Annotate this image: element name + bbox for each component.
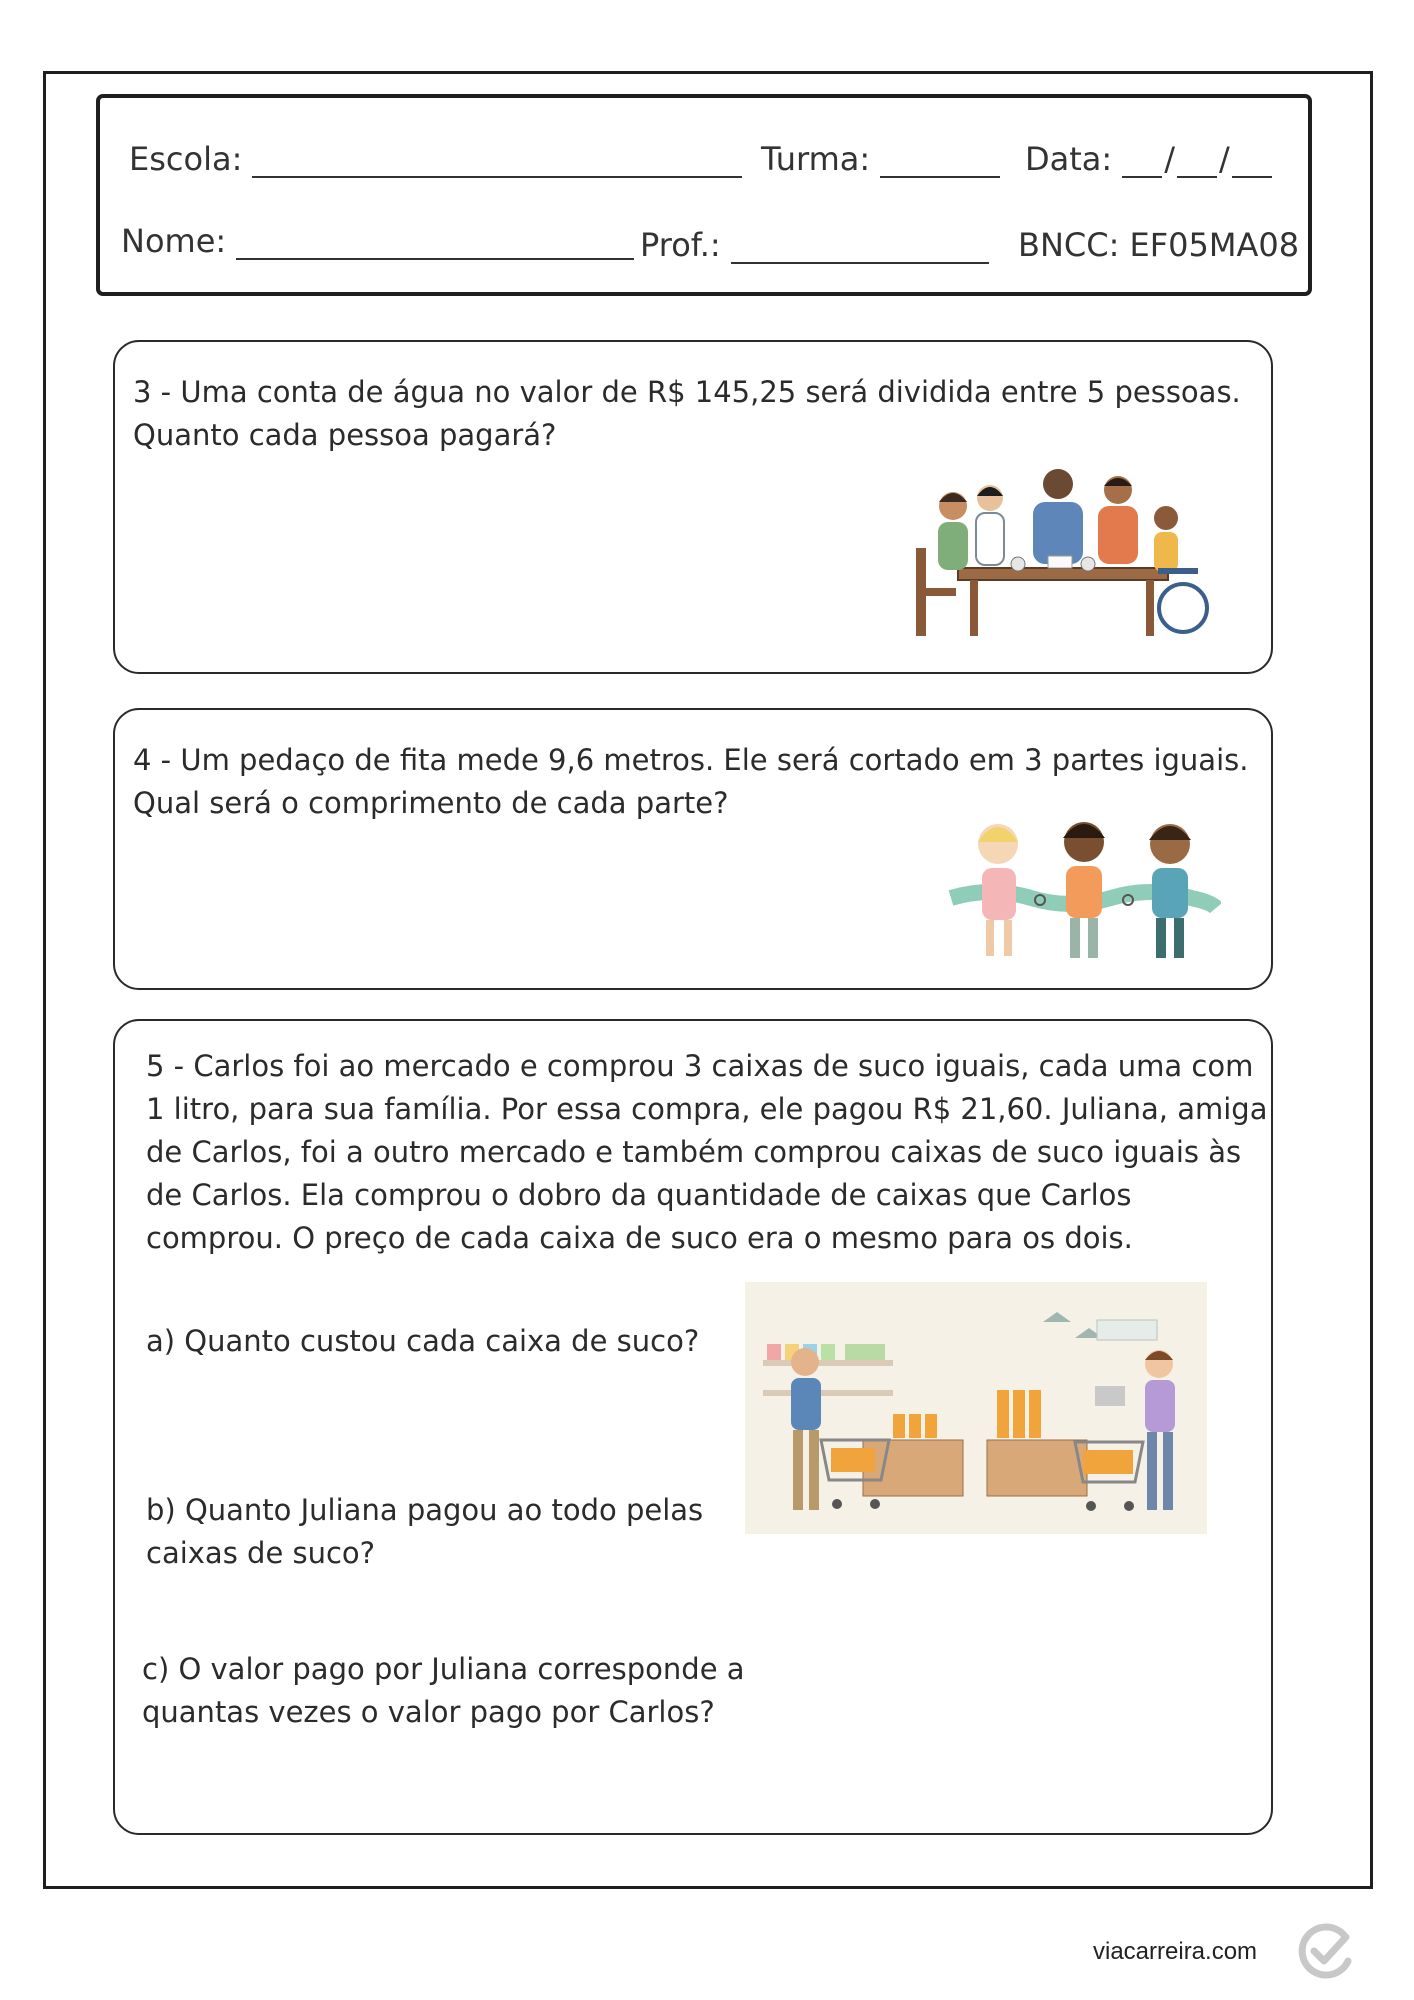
date-year-line[interactable] [1232,146,1272,178]
class-label: Turma: [761,140,871,178]
bncc-label: BNCC: EF05MA08 [1018,226,1300,264]
question-5c-line-1: c) O valor pago por Juliana corresponde a [142,1652,745,1686]
question-5c-line-2: quantas vezes o valor pago por Carlos? [142,1695,715,1729]
question-3-line-1: 3 - Uma conta de água no valor de R$ 145,25 será dividida entre 5 pessoas. [133,375,1241,409]
teacher-line[interactable] [731,232,989,264]
question-4-line-2: Qual será o comprimento de cada parte? [133,786,729,820]
school-line[interactable] [252,146,742,178]
footer-site[interactable]: viacarreira.com [1093,1938,1258,1965]
date-field[interactable]: Data: / / [1025,140,1272,178]
question-5-line-4: de Carlos. Ela comprou o dobro da quantidade de caixas que Carlos [146,1178,1132,1212]
teacher-field[interactable] [640,226,989,264]
question-5-line-3: de Carlos, foi a outro mercado e também comprou caixas de suco iguais às [146,1135,1242,1169]
name-label: Nome: [121,222,227,260]
family-table-illustration [908,458,1218,640]
date-label: Data: [1025,140,1113,178]
question-5-line-2: 1 litro, para sua família. Por essa compra, ele pagou R$ 21,60. Juliana, amiga [146,1092,1268,1126]
school-label: Escola: [129,140,243,178]
name-line[interactable] [236,228,634,260]
class-field[interactable] [761,140,1000,178]
question-3-text [133,371,1241,457]
question-4-text [133,739,1248,825]
question-5-line-5: comprou. O preço de cada caixa de suco era o mesmo para os dois. [146,1221,1133,1255]
question-5-statement [146,1045,1267,1260]
question-5a-text: a) Quanto custou cada caixa de suco? [146,1324,700,1358]
kids-ribbon-illustration [946,816,1221,964]
supermarket-illustration [745,1282,1207,1534]
class-line[interactable] [880,146,1000,178]
question-5c [142,1648,745,1734]
bncc-code [1018,226,1299,264]
student-header [96,94,1312,296]
question-4-line-1: 4 - Um pedaço de fita mede 9,6 metros. Ele será cortado em 3 partes iguais. [133,743,1249,777]
check-logo-icon [1296,1921,1356,1981]
question-5b-line-2: caixas de suco? [146,1536,376,1570]
question-5a [146,1320,699,1363]
name-field[interactable] [121,222,634,260]
question-5b-line-1: b) Quanto Juliana pagou ao todo pelas [146,1493,704,1527]
date-month-line[interactable] [1177,146,1217,178]
date-day-line[interactable] [1122,146,1162,178]
question-3-line-2: Quanto cada pessoa pagará? [133,418,557,452]
question-5-line-1: 5 - Carlos foi ao mercado e comprou 3 caixas de suco iguais, cada uma com [146,1049,1254,1083]
school-field[interactable] [129,140,742,178]
teacher-label: Prof.: [640,226,721,264]
question-5b [146,1489,703,1575]
